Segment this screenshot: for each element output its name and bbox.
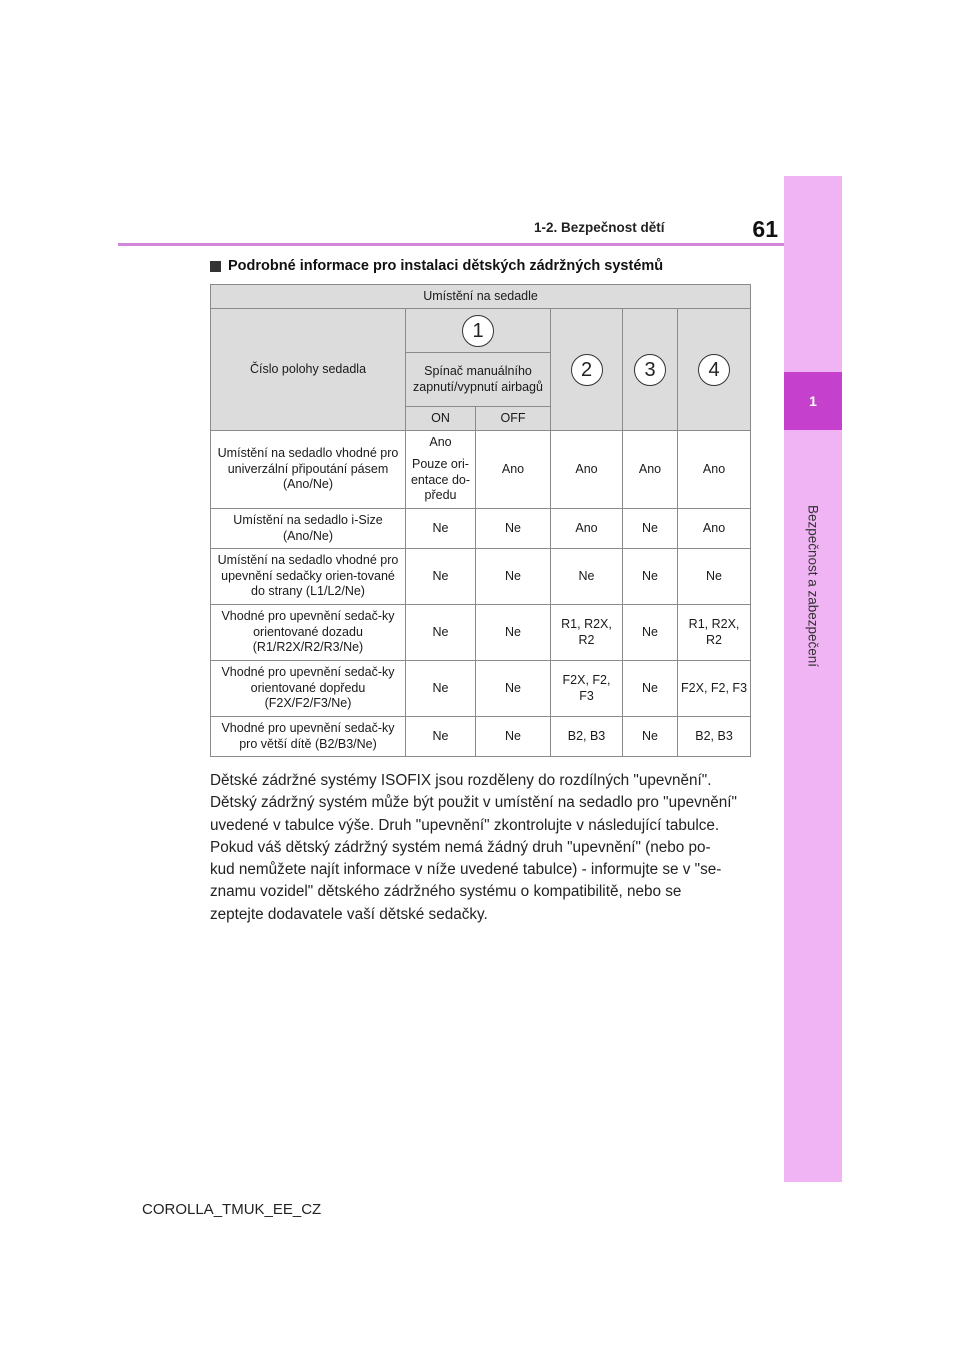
table-row	[211, 549, 751, 605]
position-1-icon: 1	[462, 315, 494, 347]
row-on-cell: Ne	[406, 717, 476, 757]
row-label: Vhodné pro upevnění sedač-ky pro větší dítě (B2/B3/Ne)	[211, 717, 406, 757]
position-2-cell	[551, 309, 623, 431]
position-2-icon: 2	[571, 354, 603, 386]
body-line: Pokud váš dětský zádržný systém nemá žádný druh "upevnění" (nebo po-	[210, 838, 711, 856]
row-p4-cell: Ano	[678, 431, 751, 509]
position-4-icon: 4	[698, 354, 730, 386]
row-p2-cell: F2X, F2, F3	[551, 661, 623, 717]
table-row	[211, 431, 751, 509]
body-paragraph	[210, 770, 762, 926]
row-label: Vhodné pro upevnění sedač-ky orientované dopředu (F2X/F2/F3/Ne)	[211, 661, 406, 717]
table-row	[211, 605, 751, 661]
row-off-cell: Ne	[476, 549, 551, 605]
position-header: Číslo polohy sedadla	[211, 309, 406, 431]
chapter-number: 1	[784, 372, 842, 430]
body-line: Dětské zádržné systémy ISOFIX jsou rozděleny do rozdílných "upevnění".	[210, 772, 712, 789]
position-3-icon: 3	[634, 354, 666, 386]
seat-position-table	[210, 284, 751, 757]
on-note: Pouze ori-entace do-předu	[410, 456, 471, 503]
footer-code: COROLLA_TMUK_EE_CZ	[142, 1201, 322, 1218]
row-label: Vhodné pro upevnění sedač-ky orientované dozadu (R1/R2X/R2/R3/Ne)	[211, 605, 406, 661]
row-p3-cell: Ne	[623, 605, 678, 661]
row-label: Umístění na sedadlo vhodné pro upevnění sedačky orien-tované do strany (L1/L2/Ne)	[211, 549, 406, 605]
square-bullet-icon	[210, 261, 221, 272]
chapter-side-tab	[784, 176, 842, 1182]
row-on-cell: Ne	[406, 605, 476, 661]
subheading	[210, 258, 663, 274]
table-top-header: Umístění na sedadle	[211, 285, 751, 309]
table-row	[211, 509, 751, 549]
airbag-switch-header: Spínač manuálního zapnutí/vypnutí airbagů	[406, 353, 551, 407]
row-p3-cell: Ne	[623, 509, 678, 549]
row-p3-cell: Ne	[623, 661, 678, 717]
row-off-cell: Ne	[476, 509, 551, 549]
row-label: Umístění na sedadlo i-Size (Ano/Ne)	[211, 509, 406, 549]
row-off-cell: Ne	[476, 717, 551, 757]
body-line: Dětský zádržný systém může být použit v umístění na sedadlo pro "upevnění"	[210, 794, 737, 812]
position-4-cell	[678, 309, 751, 431]
row-p2-cell: Ano	[551, 509, 623, 549]
row-on-cell: Ne	[406, 549, 476, 605]
row-p4-cell: B2, B3	[678, 717, 751, 757]
row-p2-cell: Ano	[551, 431, 623, 509]
body-line: znamu vozidel" dětského zádržného systému o kompatibilitě, nebo se	[210, 883, 682, 901]
row-p3-cell: Ne	[623, 549, 678, 605]
page-number: 61	[752, 216, 778, 242]
body-line: kud nemůžete najít informace v níže uvedené tabulce) - informujte se v "se-	[210, 861, 722, 879]
row-p3-cell: Ano	[623, 431, 678, 509]
row-p4-cell: Ne	[678, 549, 751, 605]
row-off-cell: Ne	[476, 661, 551, 717]
row-off-cell: Ne	[476, 605, 551, 661]
body-line: zeptejte dodavatele vaší dětské sedačky.	[210, 905, 488, 923]
subheading-text: Podrobné informace pro instalaci dětských zádržných systémů	[228, 258, 664, 274]
on-value: Ano	[429, 435, 452, 450]
row-p3-cell: Ne	[623, 717, 678, 757]
row-p4-cell: F2X, F2, F3	[678, 661, 751, 717]
body-line: uvedené v tabulce výše. Druh "upevnění" zkontrolujte v následující tabulce.	[210, 816, 720, 834]
table-row	[211, 661, 751, 717]
row-p4-cell: Ano	[678, 509, 751, 549]
row-label: Umístění na sedadlo vhodné pro univerzální připoutání pásem (Ano/Ne)	[211, 431, 406, 509]
position-3-cell	[623, 309, 678, 431]
row-on-cell: Ne	[406, 661, 476, 717]
row-on-cell: Ne	[406, 509, 476, 549]
section-title: 1-2. Bezpečnost dětí	[534, 220, 665, 235]
chapter-label: Bezpečnost a zabezpečení	[805, 504, 821, 668]
row-on-cell	[406, 431, 476, 509]
row-p2-cell: B2, B3	[551, 717, 623, 757]
position-1-cell	[406, 309, 551, 353]
on-header: ON	[406, 407, 476, 431]
row-p2-cell: R1, R2X, R2	[551, 605, 623, 661]
row-off-cell: Ano	[476, 431, 551, 509]
off-header: OFF	[476, 407, 551, 431]
row-p4-cell: R1, R2X, R2	[678, 605, 751, 661]
header-rule	[118, 243, 784, 246]
row-p2-cell: Ne	[551, 549, 623, 605]
table-row	[211, 717, 751, 757]
